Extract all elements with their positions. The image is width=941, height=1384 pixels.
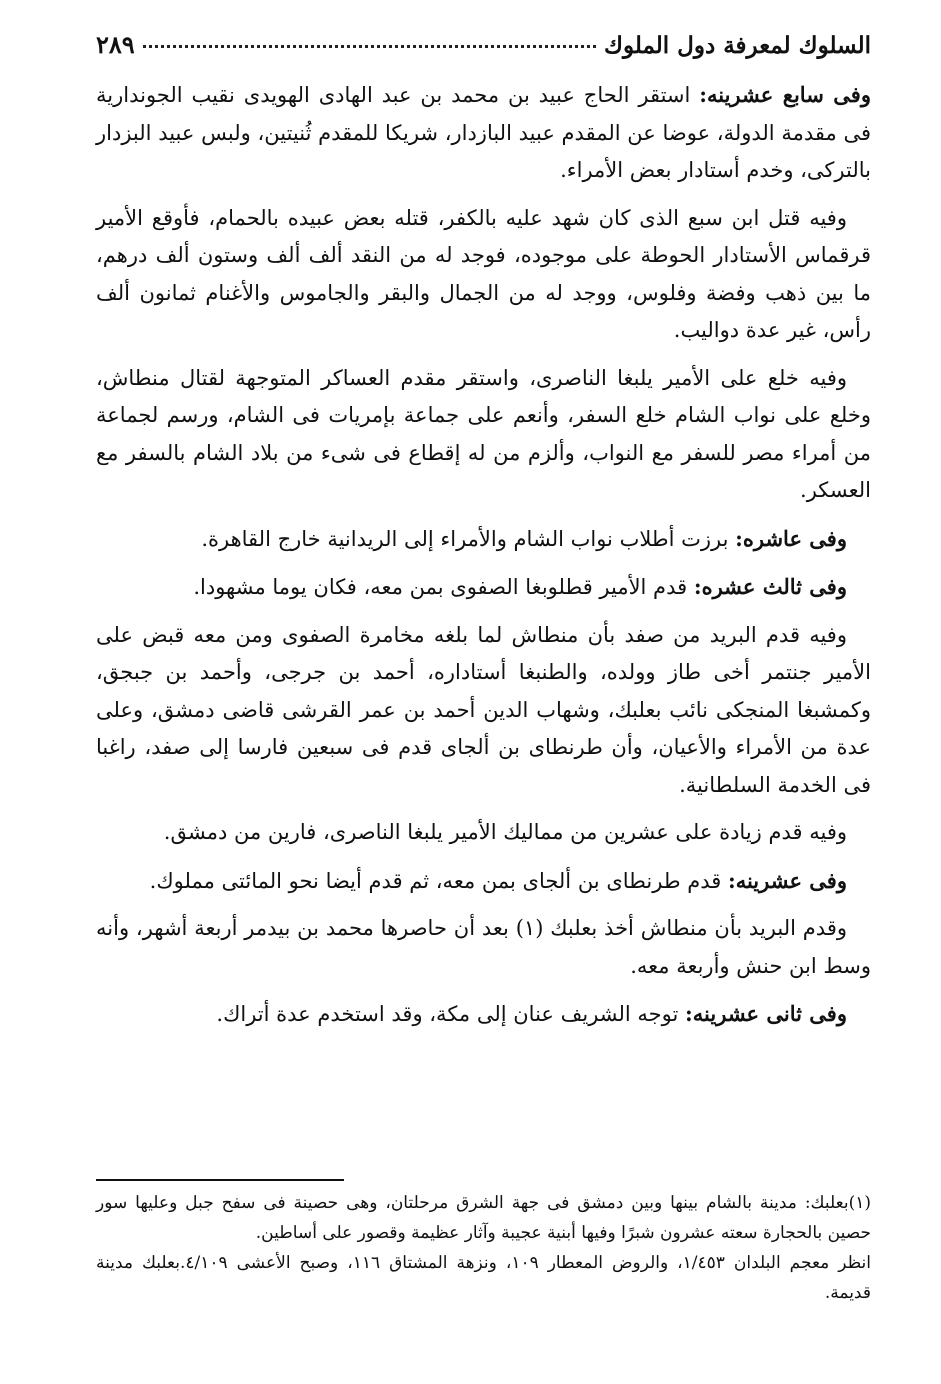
date-heading: وفى ثانى عشرينه: [685,1001,847,1026]
footnote-separator [96,1179,344,1181]
paragraph-text: وقدم البريد بأن منطاش أخذ بعلبك (١) بعد أن حاصرها محمد بن بيدمر أربعة أشهر، وأنه وسط ابن حنش وأربعة معه. [96,916,871,978]
footnote: (١)بعلبك: مدينة بالشام بينها وبين دمشق فى جهة الشرق مرحلتان، وهى حصينة فى سفح جبل وعليها سور حصين بالحجارة سعته عشرون شبرًا وفيها أبنية عجيبة وآثار عظيمة وقصور على أساطين. [96,1193,871,1243]
paragraph [96,76,871,190]
footnote-reference: انظر معجم البلدان ١/٤٥٣، والروض المعطار ١٠٩، ونزهة المشتاق ١١٦، وصبح الأعشى ٤/١٠٩.بعلبك مدينة قديمة. [96,1253,871,1303]
paragraph-text: وفيه قدم البريد من صفد بأن منطاش لما بلغه مخامرة الصفوى ومن معه قبض على الأمير جنتمر أخى طاز وولده، والطنبغا أستاداره، أحمد بن جرجى، وأحمد بن جبجق، وكمشبغا المنجكى نائب بعلبك، وشهاب الدين أحمد بن عمر القرشى قاضى دمشق، وعلى عدة من الأمراء والأعيان، وأن طرنطاى بن ألجاى قدم فى سبعين فارسا إلى صفد، راغبا فى الخدمة السلطانية. [96,622,871,797]
book-title: السلوك لمعرفة دول الملوك [603,32,871,59]
date-heading: وفى سابع عشرينه: [699,82,871,107]
paragraph [96,910,871,985]
paragraph [96,995,871,1034]
paragraph [96,814,871,852]
paragraph [96,568,871,607]
paragraph-text: وفيه قدم زيادة على عشرين من مماليك الأمير يلبغا الناصرى، فارين من دمشق. [163,820,847,844]
paragraph-text: قدم الأمير قطلوبغا الصفوى بمن معه، فكان يوما مشهودا. [193,575,694,599]
paragraph-text: استقر الحاج عبيد بن محمد بن عبد الهادى الهويدى نقيب الجوندارية فى مقدمة الدولة، عوضا عن المقدم عبيد البازدار، شريكا للمقدم ثُنيتين، ولبس عبيد البزدار بالتركى، وخدم أستادار بعض الأمراء. [96,83,871,182]
page-number: ٢٨٩ [96,30,135,59]
date-heading: وفى ثالث عشره: [693,574,847,599]
paragraph [96,617,871,805]
paragraph [96,200,871,350]
date-heading: وفى عشرينه: [727,867,847,893]
date-heading: وفى عاشره: [735,525,847,551]
footnotes [96,1188,871,1308]
running-header [96,30,871,70]
main-text [96,76,871,1044]
leader-dots [143,45,596,48]
paragraph-text: وفيه قتل ابن سبع الذى كان شهد عليه بالكفر، قتله بعض عبيده بالحمام، فأوقع الأمير قرقماس الأستادار الحوطة على موجوده، فوجد له من النقد ألف ألف وستون ألف درهم، ما بين ذهب وفضة وفلوس، ووجد له من الجمال والبقر والجاموس والأغنام ثمانون ألف رأس، غير عدة دواليب. [96,205,871,342]
paragraph-text: توجه الشريف عنان إلى مكة، وقد استخدم عدة أتراك. [216,1002,686,1026]
paragraph [96,520,871,559]
paragraph-text: وفيه خلع على الأمير يلبغا الناصرى، واستقر مقدم العساكر المتوجهة لقتال منطاش، وخلع على نواب الشام خلع السفر، وأنعم على جماعة بإمريات فى الشام، ورسم لجماعة من أمراء مصر للسفر مع النواب، وألزم من له إقطاع فى شىء من بلاد الشام بالسفر مع العسكر. [96,365,871,502]
paragraph [96,360,871,510]
paragraph [96,862,871,901]
paragraph-text: قدم طرنطاى بن ألجاى بمن معه، ثم قدم أيضا نحو المائتى مملوك. [149,868,728,893]
paragraph-text: برزت أطلاب نواب الشام والأمراء إلى الريدانية خارج القاهرة. [201,526,736,551]
